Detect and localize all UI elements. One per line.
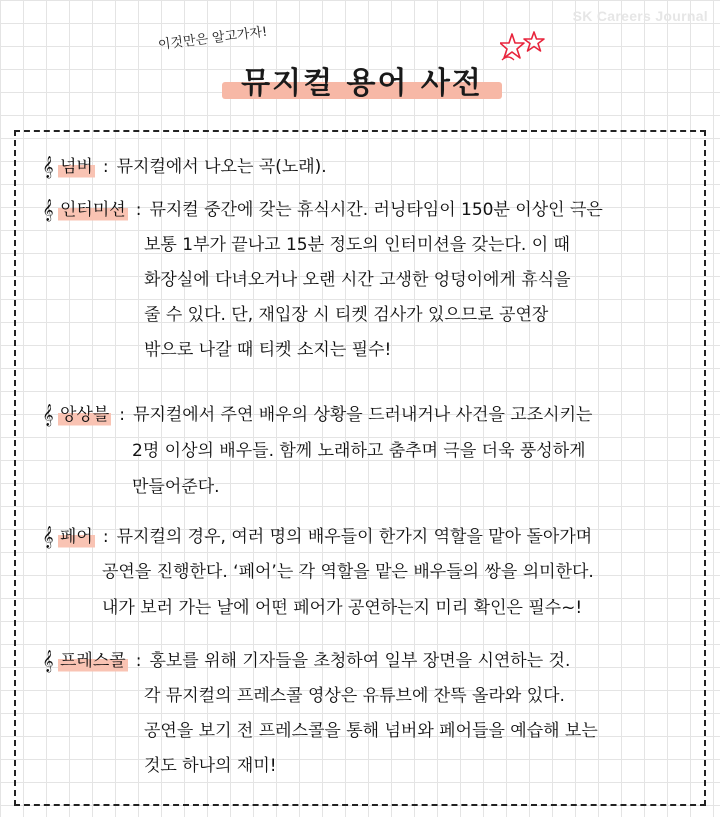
treble-clef-icon: 𝄞	[42, 404, 54, 426]
definition-line: 2명 이상의 배우들. 함께 노래하고 춤추며 극을 더욱 풍성하게	[132, 441, 586, 461]
glossary-entry-pair: 𝄞 페어 : 뮤지컬의 경우, 여러 명의 배우들이 한가지 역할을 맡아 돌아가며 공연을 진행한다. ‘페어’는 각 역할을 맡은 배우들의 쌍을 의미한다. 내가 보러 가는 날에 어떤 페어가 공연하는지 미리 확인은 필수~!	[38, 524, 690, 550]
title-block	[222, 58, 502, 104]
glossary-entry-ensemble: 𝄞 앙상블 : 뮤지컬에서 주연 배우의 상황을 드러내거나 사건을 고조시키는 2명 이상의 배우들. 함께 노래하고 춤추며 극을 더욱 풍성하게 만들어준다.	[38, 402, 690, 428]
definition-line: 내가 보러 가는 날에 어떤 페어가 공연하는지 미리 확인은 필수~!	[102, 598, 583, 618]
definition-line: 뮤지컬에서 나오는 곡(노래).	[116, 157, 327, 177]
definition-line: 공연을 보기 전 프레스콜을 통해 넘버와 페어들을 예습해 보는	[144, 721, 598, 741]
definition-line: 줄 수 있다. 단, 재입장 시 티켓 검사가 있으므로 공연장	[144, 305, 549, 325]
definition-line: 뮤지컬의 경우, 여러 명의 배우들이 한가지 역할을 맡아 돌아가며	[116, 527, 593, 547]
term-label: 앙상블	[58, 402, 111, 428]
watermark: SK Careers Journal	[572, 8, 708, 24]
treble-clef-icon: 𝄞	[42, 526, 54, 548]
treble-clef-icon: 𝄞	[42, 650, 54, 672]
term-label: 프레스콜	[58, 648, 128, 674]
definition-line: 화장실에 다녀오거나 오랜 시간 고생한 엉덩이에게 휴식을	[144, 270, 571, 290]
term-label: 인터미션	[58, 197, 128, 223]
header-subtitle: 이것만은 알고가자!	[157, 24, 269, 53]
glossary-entry-number: 𝄞 넘버 : 뮤지컬에서 나오는 곡(노래).	[38, 154, 690, 180]
definition-line: 뮤지컬 중간에 갖는 휴식시간. 러닝타임이 150분 이상인 극은	[149, 200, 603, 220]
doodle-stars-icon	[500, 30, 548, 66]
treble-clef-icon: 𝄞	[42, 156, 54, 178]
definition-line: 만들어준다.	[132, 477, 220, 497]
page-title: 뮤지컬 용어 사전	[241, 66, 483, 101]
glossary-entry-presscall: 𝄞 프레스콜 : 홍보를 위해 기자들을 초청하여 일부 장면을 시연하는 것. 각 뮤지컬의 프레스콜 영상은 유튜브에 잔뜩 올라와 있다. 공연을 보기 전 프레스콜을 통해 넘버와 페어들을 예습해 보는 것도 하나의 재미!	[38, 648, 690, 674]
definition-line: 각 뮤지컬의 프레스콜 영상은 유튜브에 잔뜩 올라와 있다.	[144, 686, 565, 706]
term-label: 페어	[58, 524, 95, 550]
definition-line: 것도 하나의 재미!	[144, 756, 277, 776]
glossary-entry-intermission: 𝄞 인터미션 : 뮤지컬 중간에 갖는 휴식시간. 러닝타임이 150분 이상인 극은 보통 1부가 끝나고 15분 정도의 인터미션을 갖는다. 이 때 화장실에 다녀오거나 오랜 시간 고생한 엉덩이에게 휴식을 줄 수 있다. 단, 재입장 시 티켓 검사가 있으므로 공연장 밖으로 나갈 때 티켓 소지는 필수!	[38, 197, 690, 223]
definition-line: 뮤지컬에서 주연 배우의 상황을 드러내거나 사건을 고조시키는	[133, 405, 593, 425]
definition-line: 밖으로 나갈 때 티켓 소지는 필수!	[144, 340, 392, 360]
treble-clef-icon: 𝄞	[42, 199, 54, 221]
definition-line: 공연을 진행한다. ‘페어’는 각 역할을 맡은 배우들의 쌍을 의미한다.	[102, 562, 594, 582]
glossary-box	[14, 130, 706, 806]
term-label: 넘버	[58, 154, 95, 180]
definition-line: 홍보를 위해 기자들을 초청하여 일부 장면을 시연하는 것.	[149, 651, 571, 671]
definition-line: 보통 1부가 끝나고 15분 정도의 인터미션을 갖는다. 이 때	[144, 235, 570, 255]
